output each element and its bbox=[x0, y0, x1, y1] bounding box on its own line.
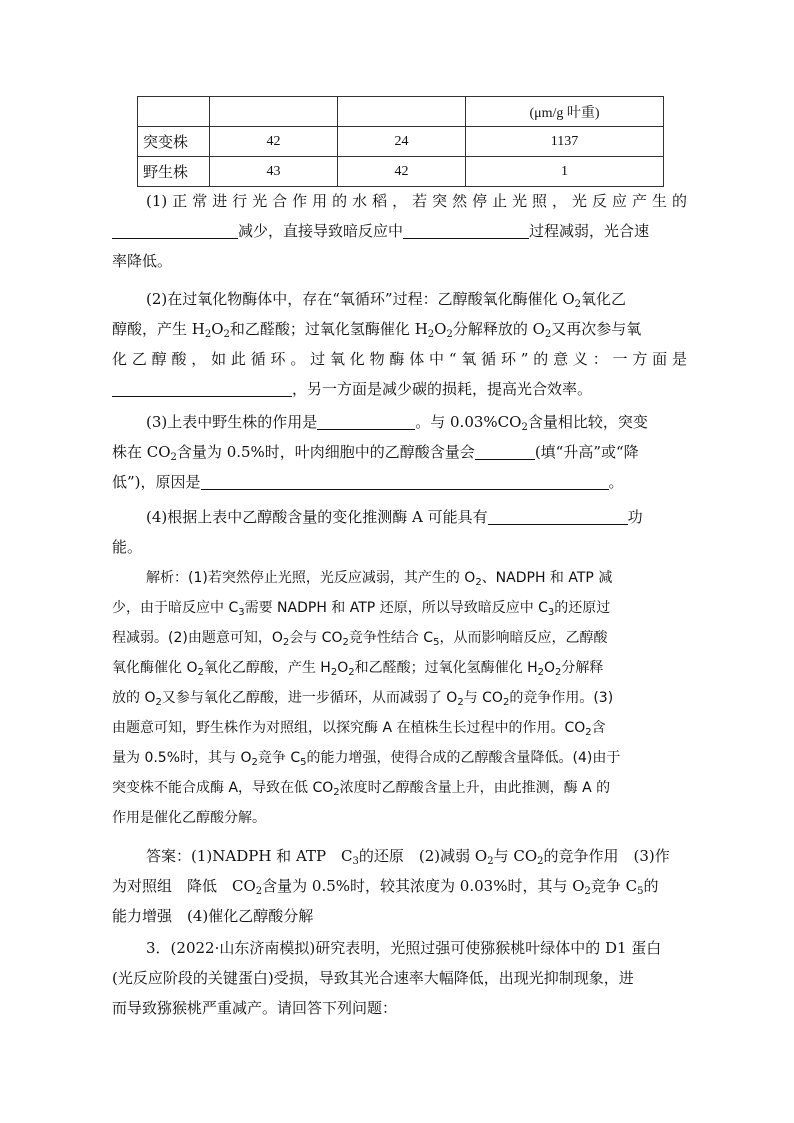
answer-blank bbox=[403, 222, 529, 239]
subscript: 2 bbox=[487, 856, 494, 867]
text-span: O bbox=[211, 320, 224, 338]
text-line: 3．(2022·山东济南模拟)研究表明，光照过强可使猕猴桃叶绿体中的 D1 蛋白 bbox=[146, 939, 662, 957]
text-line: (光反应阶段的关键蛋白)受损，导致其光合速率大幅降低，出现光抑制现象，进 bbox=[112, 969, 634, 987]
subscript: 2 bbox=[584, 886, 591, 897]
table-header-row bbox=[138, 97, 664, 127]
text-span: 量为 0.5%时，其与 O bbox=[112, 750, 252, 766]
text-line: 化乙醇酸，如此循环。过氧化物酶体中“氧循环”的意义：一方面是 bbox=[112, 350, 687, 368]
text-span: 和乙醛酸；过氧化氢酶催化 H bbox=[229, 320, 428, 338]
text-span: 会与 CO bbox=[289, 630, 343, 646]
text-line bbox=[112, 871, 687, 901]
text-line bbox=[112, 314, 687, 344]
text-span: 氧化乙 bbox=[581, 290, 627, 308]
text-line: 率降低。 bbox=[112, 252, 173, 270]
text-span: 与 CO bbox=[493, 847, 538, 865]
text-span: 为对照组 降低 CO bbox=[112, 877, 256, 895]
text-span: 又参与氧化乙醇酸，进一步循环，从而减弱了 O bbox=[161, 690, 458, 706]
text-span: 含 bbox=[591, 720, 606, 736]
table-cell: 24 bbox=[338, 127, 466, 157]
row-label: 突变株 bbox=[138, 127, 210, 157]
text-span: (3)上表中野生株的作用是 bbox=[146, 413, 318, 431]
text-span: 的竞争作用 (3)作 bbox=[543, 847, 670, 865]
text-span: O bbox=[543, 660, 556, 676]
table-cell: 1 bbox=[466, 157, 664, 187]
text-span: 醇酸，产生 H bbox=[112, 320, 205, 338]
subscript: 2 bbox=[155, 697, 162, 708]
table-cell bbox=[210, 97, 338, 127]
text-span: 竞争 C bbox=[257, 750, 301, 766]
text-line bbox=[112, 374, 687, 404]
text-line bbox=[112, 593, 687, 623]
subscript: 2 bbox=[348, 667, 355, 678]
text-span: 减少，直接导致暗反应中 bbox=[238, 222, 404, 240]
answer-blank bbox=[112, 380, 292, 397]
answer-blank bbox=[488, 508, 628, 525]
text-span: 株在 CO bbox=[112, 443, 171, 461]
text-span: 。与 0.03%CO bbox=[415, 413, 522, 431]
subscript: 3 bbox=[547, 607, 555, 618]
text-span: 又再次参与氧 bbox=[551, 320, 642, 338]
subscript: 2 bbox=[585, 727, 592, 738]
table-cell: 42 bbox=[338, 157, 466, 187]
subscript: 2 bbox=[457, 697, 464, 708]
subscript: 2 bbox=[170, 452, 177, 463]
text-span: 的能力增强，使得合成的乙醇酸含量降低。(4)由于 bbox=[306, 750, 621, 766]
subscript: 2 bbox=[255, 886, 263, 897]
subscript: 2 bbox=[537, 667, 544, 678]
analysis-section bbox=[112, 563, 687, 833]
table-row bbox=[138, 127, 664, 157]
table-cell: 43 bbox=[210, 157, 338, 187]
table-cell: 1137 bbox=[466, 127, 664, 157]
text-line bbox=[112, 773, 687, 803]
subscript: 2 bbox=[555, 667, 562, 678]
question-1 bbox=[112, 186, 687, 276]
text-span: 放的 O bbox=[112, 690, 156, 706]
text-span: 氧化乙醇酸，产生 H bbox=[203, 660, 331, 676]
table-cell: 42 bbox=[210, 127, 338, 157]
text-line bbox=[112, 563, 687, 593]
text-span: O bbox=[337, 660, 349, 676]
text-line bbox=[112, 502, 687, 532]
table-header-unit: (μm/g 叶重) bbox=[466, 97, 664, 127]
text-line bbox=[112, 653, 687, 683]
subscript: 5 bbox=[637, 886, 644, 897]
text-span: 与 CO bbox=[463, 690, 503, 706]
subscript: 2 bbox=[204, 329, 212, 340]
subscript: 2 bbox=[521, 422, 528, 433]
subscript: 2 bbox=[427, 329, 435, 340]
text-line bbox=[112, 743, 687, 773]
text-span: ，另一方面是减少碳的损耗，提高光合效率。 bbox=[292, 380, 593, 398]
text-span: 竞争性结合 C bbox=[348, 630, 434, 646]
text-span: 的还原过 bbox=[554, 600, 611, 616]
text-span: 过程减弱，光合速 bbox=[529, 222, 650, 240]
table-row bbox=[138, 157, 664, 187]
text-line bbox=[112, 437, 687, 467]
text-span: 含量为 0.5%时，较其浓度为 0.03%时，其与 O bbox=[262, 877, 585, 895]
text-line: 作用是催化乙醇酸分解。 bbox=[112, 810, 266, 826]
text-span: 由题意可知，野生株作为对照组，以探究酶 A 在植株生长过程中的作用。CO bbox=[112, 720, 586, 736]
text-span: 的 bbox=[643, 877, 659, 895]
text-span: 分解释 bbox=[561, 660, 604, 676]
text-span: 低”)，原因是 bbox=[112, 473, 201, 491]
text-line bbox=[112, 216, 687, 246]
text-span: 的竞争作用。(3) bbox=[509, 690, 614, 706]
text-line: 而导致猕猴桃严重减产。请回答下列问题： bbox=[112, 999, 398, 1017]
text-span: 竞争 C bbox=[590, 877, 638, 895]
text-span: 氧化酶催化 O bbox=[112, 660, 198, 676]
answer-blank bbox=[201, 473, 609, 490]
text-span: 和乙醛酸；过氧化氢酶催化 H bbox=[354, 660, 538, 676]
subscript: 2 bbox=[342, 637, 349, 648]
text-span: ，从而影响暗反应，乙醇酸 bbox=[439, 630, 608, 646]
text-span: 、NADPH 和 ATP 减 bbox=[481, 570, 613, 586]
text-span: 需要 NADPH 和 ATP 还原，所以导致暗反应中 C bbox=[244, 600, 548, 616]
text-span: 突变株不能合成酶 A，导致在低 CO bbox=[112, 780, 334, 796]
subscript: 3 bbox=[238, 607, 245, 618]
subscript: 2 bbox=[544, 329, 552, 340]
text-span: 含量相比较，突变 bbox=[527, 413, 648, 431]
table-cell bbox=[338, 97, 466, 127]
subscript: 2 bbox=[251, 757, 258, 768]
text-span: (2)在过氧化物酶体中，存在“氧循环”过程：乙醇酸氧化酶催化 O bbox=[146, 290, 575, 308]
text-line bbox=[112, 407, 687, 437]
question-2 bbox=[112, 284, 687, 404]
text-line: 能力增强 (4)催化乙醇酸分解 bbox=[112, 907, 314, 925]
text-span: 。 bbox=[608, 473, 624, 491]
text-line: 能。 bbox=[112, 538, 143, 556]
subscript: 2 bbox=[197, 667, 204, 678]
question-4 bbox=[112, 502, 687, 562]
text-span: O bbox=[434, 320, 447, 338]
text-span: (4)根据上表中乙醇酸含量的变化推测酶 A 可能具有 bbox=[146, 508, 488, 526]
question-3 bbox=[112, 407, 687, 497]
subscript: 2 bbox=[537, 856, 544, 867]
subscript: 5 bbox=[300, 757, 307, 768]
subscript: 2 bbox=[502, 697, 510, 708]
text-line bbox=[112, 467, 687, 497]
text-line bbox=[112, 284, 687, 314]
text-span: 程减弱。(2)由题意可知，O bbox=[112, 630, 283, 646]
subscript: 2 bbox=[446, 329, 453, 340]
subscript: 2 bbox=[282, 637, 290, 648]
data-table bbox=[137, 96, 664, 187]
subscript: 3 bbox=[352, 856, 359, 867]
subscript: 2 bbox=[223, 329, 230, 340]
text-line bbox=[112, 841, 687, 871]
answer-blank bbox=[317, 413, 415, 430]
text-line bbox=[112, 683, 687, 713]
answer-blank bbox=[112, 222, 238, 239]
subscript: 2 bbox=[333, 787, 340, 798]
text-line: (1)正常进行光合作用的水稻，若突然停止光照，光反应产生的 bbox=[146, 192, 687, 210]
table-cell bbox=[138, 97, 210, 127]
answer-section bbox=[112, 841, 687, 931]
text-span: 的还原 (2)减弱 O bbox=[358, 847, 488, 865]
text-span: 解析：(1)若突然停止光照，光反应减弱，其产生的 O bbox=[146, 570, 476, 586]
subscript: 2 bbox=[330, 667, 338, 678]
text-line bbox=[112, 713, 687, 743]
question-3-intro bbox=[112, 933, 687, 1023]
subscript: 2 bbox=[475, 577, 482, 588]
answer-blank bbox=[475, 443, 535, 460]
text-span: 分解释放的 O bbox=[452, 320, 545, 338]
text-span: 含量为 0.5%时，叶肉细胞中的乙醇酸含量会 bbox=[176, 443, 475, 461]
subscript: 5 bbox=[433, 637, 440, 648]
text-span: (填“升高”或“降 bbox=[534, 443, 639, 461]
text-line bbox=[112, 623, 687, 653]
subscript: 2 bbox=[574, 299, 582, 310]
row-label: 野生株 bbox=[138, 157, 210, 187]
text-span: 功 bbox=[627, 508, 643, 526]
text-span: 少，由于暗反应中 C bbox=[112, 600, 239, 616]
text-span: 浓度时乙醇酸含量上升，由此推测，酶 A 的 bbox=[339, 780, 611, 796]
text-span: 答案：(1)NADPH 和 ATP C bbox=[146, 847, 353, 865]
